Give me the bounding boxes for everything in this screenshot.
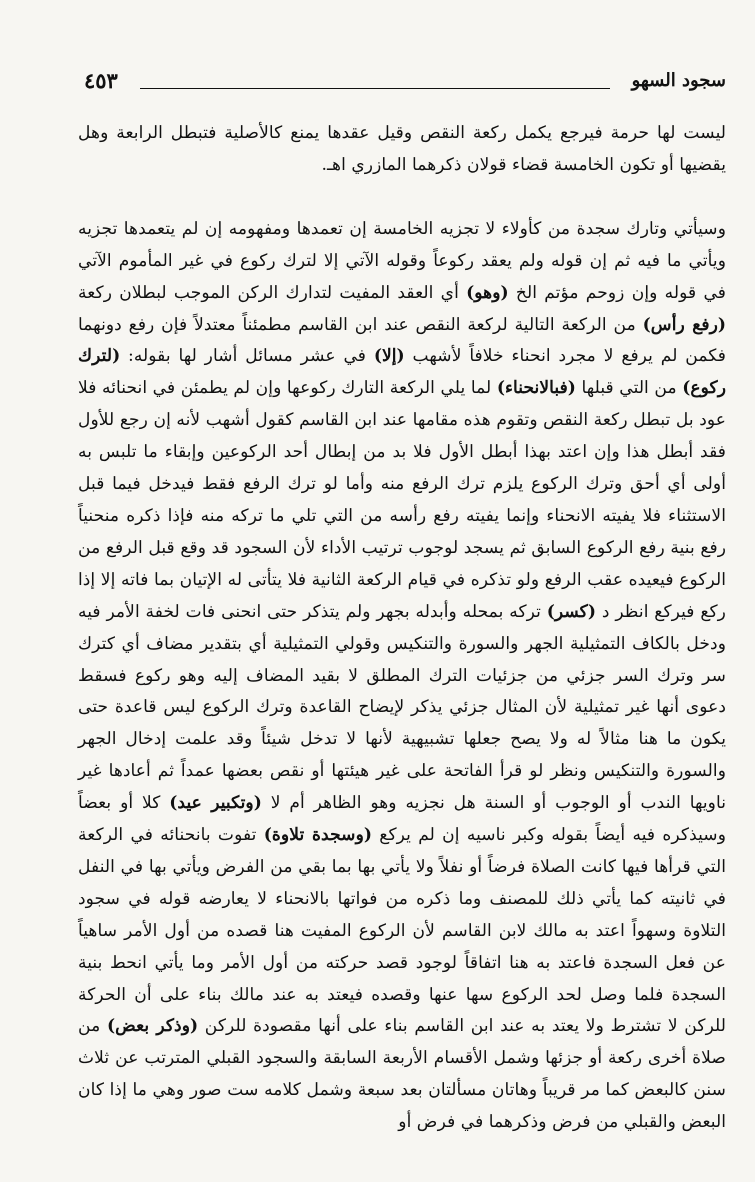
highlighted-term: (لترك ركوع) bbox=[78, 346, 726, 399]
text-segment: من التي قبلها bbox=[575, 378, 683, 399]
header-rule bbox=[140, 88, 610, 89]
highlighted-term: (إلا) bbox=[373, 346, 405, 367]
page-number: ٤٥٣ bbox=[84, 68, 118, 93]
highlighted-term: (وسجدة تلاوة) bbox=[263, 825, 373, 846]
highlighted-term: (كسر) bbox=[546, 601, 596, 622]
text-segment: من صلاة أخرى ركعة أو جزئها وشمل الأقسام الأربعة السابقة والسجود القبلي المترتب عن ثلاث سنن كالبعض كما مر قريباً وهاتان مسألتان بعد سبعة وشمل كلامه ست صور وهي ما إذا كان البعض والقبلي من فرض وذكرهما في فرض أو bbox=[78, 1016, 726, 1133]
text-segment: لما يلي الركعة التارك ركوعها وإن لم يطمئن في انحنائه فلا عود بل تبطل ركعة النقص وتقوم هذه مقامها عند ابن القاسم كقول أشهب لأنه إن رجع للأول فقد أبطل هذا وإن اعتد بهذا أبطل الأول فلا بد من إبطال أحد الركوعين وإبقاء ما تلبس به أولى أي أحق وترك الركوع يلزم ترك الرفع منه وأما لو ترك الرفع فقط فيدخل فيما قبل الاستثناء فلا يفيته الانحناء وإنما يفيته رفع رأسه من التي تلي ما تركه منه فإذا ذكره منحنياً رفع بنية رفع الركوع السابق ثم يسجد لوجوب ترتيب الأداء لأن السجود قد وقع قبل الرفع من الركوع فيعيده عقب الرفع ولو تذكره في قيام الركعة الثانية فلا يتأتى له الإتيان بما فاته إلا إذا ركع فيركع انظر د bbox=[78, 378, 726, 622]
highlighted-term: (وهو) bbox=[466, 282, 509, 303]
text-segment: من الركعة التالية لركعة النقص عند ابن القاسم مطمئناً معتدلاً فإن رفع دونهما فكمن لم يرفع لا مجرد انحناء خلافاً لأشهب bbox=[78, 314, 726, 367]
highlighted-term: (وذكر بعض) bbox=[106, 1016, 199, 1037]
text-segment: تركه بمحله وأبدله بجهر ولم يتذكر حتى انحنى فات لخفة الأمر فيه ودخل بالكاف التمثيلية الجهر والسورة والتنكيس وقولي التمثيلية أي بتقدير مضاف أي كترك سر وترك السر جزئي من جزئيات الترك المطلق لا بقيد المضاف إليه وهو ركوع فسقط دعوى أنها غير تمثيلية لأن المثال جزئي يذكر لإيضاح القاعدة وترك الركوع ليس قاعدة حتى يكون ما هنا مثالاً له ولا يصح جعلها تشبيهية لأنها لا تدخل شيئاً وقد علمت إدخال الجهر والسورة والتنكيس ونظر لو قرأ الفاتحة على غير هيئتها أو نقص بعضها عمداً ثم أعادها غير ناويها الندب أو الوجوب أو السنة هل نجزيه وهو الظاهر أم لا bbox=[78, 601, 727, 814]
highlighted-term: (وتكبير عيد) bbox=[169, 793, 262, 814]
running-title: سجود السهو bbox=[631, 70, 726, 91]
highlighted-term: (رفع رأس) bbox=[642, 314, 727, 335]
text-segment: تفوت بانحنائه في الركعة التي قرأها فيها كانت الصلاة فرضاً أو نفلاً ولا يأتي بها بما بقي من الفرض ويأتي بها في النفل في ثانيته كما يأتي ذلك للمصنف وما ذكره من فواتها بالانحناء لا يعارضه قوله في سجود التلاوة وسهواً اعتد به مالك لابن القاسم لأن الركوع المفيت هنا قصده من أول الأمر ساهياً عن فعل السجدة فاعتد به هنا اتفاقاً لوجود قصد حركته من أول الأمر وما يأتي انحط بنية السجدة فلما وصل لحد الركوع سها عنها وقصده فيعتد به عند مالك بناء على أن الحركة للركن لا تشترط ولا يعتد به عند ابن القاسم بناء على أنها مقصودة للركن bbox=[78, 825, 726, 1037]
page-header bbox=[78, 68, 726, 98]
text-segment: وسيأتي وتارك سجدة من كأولاء لا تجزيه الخامسة إن تعمدها ومفهومه إن لم يتعمدها تجزيه ويأتي ما فيه ثم إن قوله ولم يعقد ركوعاً وقوله الآتي إلا لترك ركوع في غير المأموم الآتي في قوله وإن زوحم مؤتم الخ bbox=[78, 218, 726, 303]
text-segment: كلا أو بعضاً وسيذكره فيه أيضاً بقوله وكبر ناسيه إن لم يركع bbox=[78, 793, 726, 846]
paragraph-2 bbox=[78, 214, 726, 1139]
paragraph-1: ليست لها حرمة فيرجع يكمل ركعة النقص وقيل عقدها يمنع كالأصلية فتبطل الرابعة وهل يقضيها أو تكون الخامسة قضاء قولان ذكرهما المازري اهـ. bbox=[78, 123, 726, 175]
text-segment: أي العقد المفيت لتدارك الركن الموجب لبطلان ركعة bbox=[78, 282, 467, 303]
body-text bbox=[78, 118, 726, 1139]
text-segment: في عشر مسائل أشار لها بقوله: bbox=[120, 346, 374, 367]
highlighted-term: (فبالانحناء) bbox=[496, 378, 576, 399]
